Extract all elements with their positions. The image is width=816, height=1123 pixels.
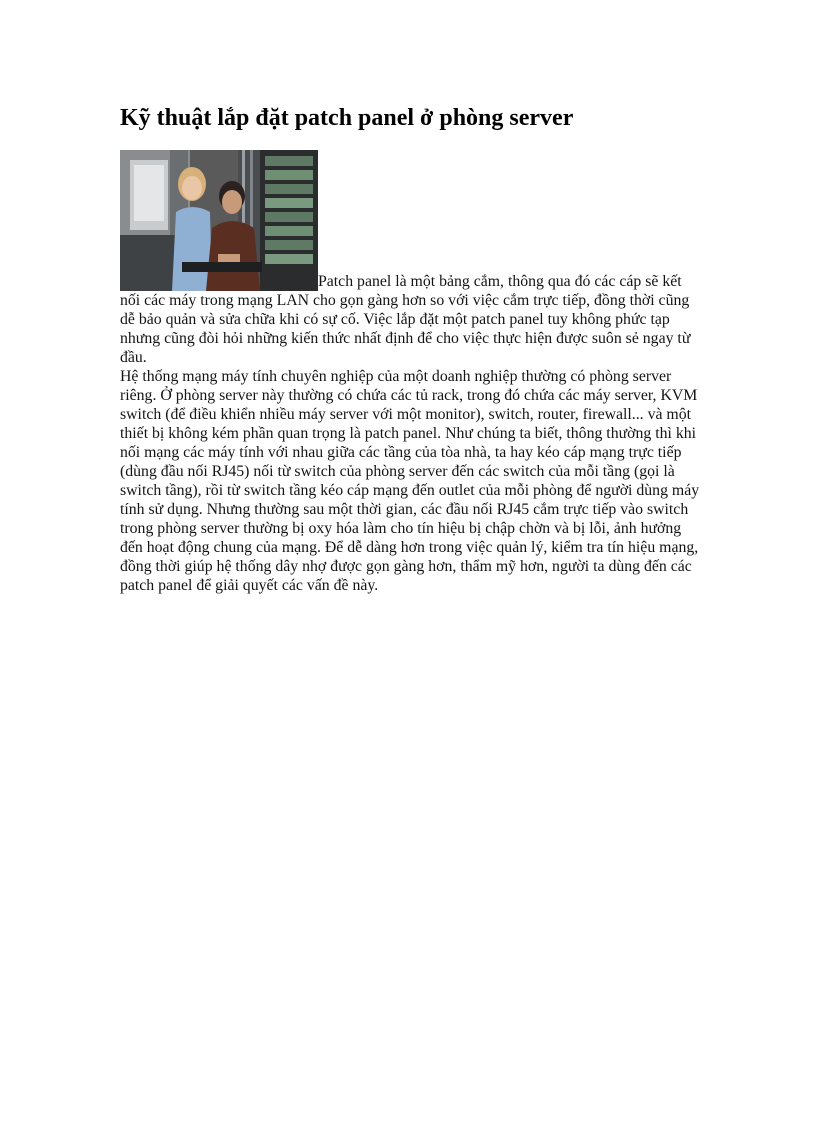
paragraph-1: Patch panel là một bảng cắm, thông qua đó các cáp sẽ kết nối các máy trong mạng LAN cho gọn gàng hơn so với việc cắm trực tiếp, đồng thời cũng dễ bảo quản và sửa chữa khi có sự cố. Việc lắp đặt một patch panel tuy không phức tạp nhưng cũng đòi hỏi những kiến thức nhất định để cho việc thực hiện được suôn sẻ ngay từ đầu. bbox=[120, 273, 691, 366]
page-title: Kỹ thuật lắp đặt patch panel ở phòng server bbox=[120, 105, 574, 131]
article-body bbox=[120, 150, 700, 595]
server-room-photo-illustration bbox=[120, 150, 318, 291]
paragraph-2: Hệ thống mạng máy tính chuyên nghiệp của một doanh nghiệp thường có phòng server riêng. Ở phòng server này thường có chứa các tủ rack, trong đó chứa các máy server, KVM switch (để điều khiển nhiều máy server với một monitor), switch, router, firewall... và một thiết bị không kém phần quan trọng là patch panel. Như chúng ta biết, thông thường thì khi nối mạng các máy tính với nhau giữa các tầng của tòa nhà, ta hay kéo cáp mạng trực tiếp (dùng đầu nối RJ45) nối từ switch của phòng server đến các switch của mỗi tầng (gọi là switch tầng), rồi từ switch tầng kéo cáp mạng đến outlet của mỗi phòng để người dùng máy tính sử dụng. Nhưng thường sau một thời gian, các đầu nối RJ45 cắm trực tiếp vào switch trong phòng server thường bị oxy hóa làm cho tín hiệu bị chập chờn và bị lỗi, ảnh hưởng đến hoạt động chung của mạng. Để dễ dàng hơn trong việc quản lý, kiểm tra tín hiệu mạng, đồng thời giúp hệ thống dây nhợ được gọn gàng hơn, thẩm mỹ hơn, người ta dùng đến các patch panel để giải quyết các vấn đề này. bbox=[120, 368, 700, 594]
server-room-photo bbox=[120, 150, 318, 291]
